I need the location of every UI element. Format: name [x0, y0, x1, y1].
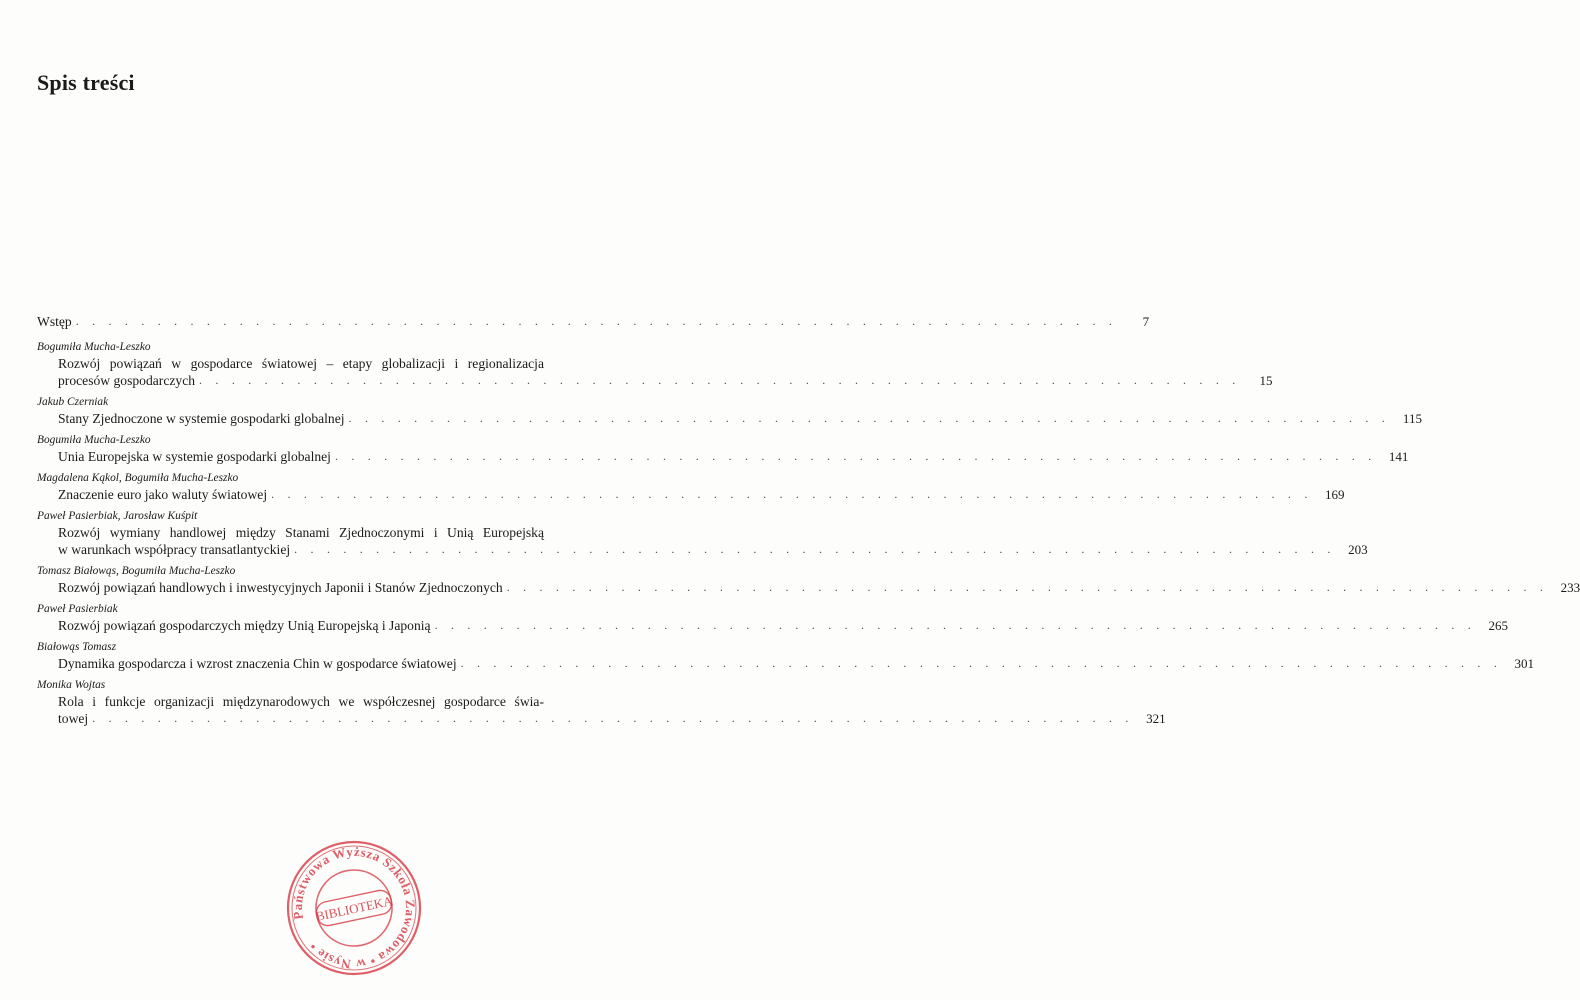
page-number: 301 — [1514, 656, 1535, 671]
entry-author: Monika Wojtas — [37, 679, 106, 691]
entry-author: Bogumiła Mucha-Leszko — [37, 341, 151, 353]
entry-title-line: Znaczenie euro jako waluty światowej — [58, 487, 268, 502]
entry-author: Paweł Pasierbiak — [37, 603, 118, 615]
entry-author: Bogumiła Mucha-Leszko — [37, 434, 151, 446]
entry-title-line: towej — [58, 711, 89, 726]
toc-entry[interactable] — [37, 471, 1345, 503]
page-number: 233 — [1560, 580, 1580, 595]
entry-author: Jakub Czerniak — [37, 396, 109, 408]
entry-title-line: Rozwój powiązań w gospodarce światowej – etapy globalizacji i regionalizacja — [58, 356, 544, 371]
entry-title-line: Stany Zjednoczone w systemie gospodarki globalnej — [58, 411, 345, 426]
toc-entry[interactable] — [37, 640, 1535, 672]
entry-title-line: Rozwój powiązań handlowych i inwestycyjnych Japonii i Stanów Zjednoczonych — [58, 580, 503, 595]
dot-leader: . . . . . . . . . . . . . . . . . . . . . . . . . . . . . . . . . . . . . . . . . . . . . . . . . . . . . . . . . . . . . . . . — [92, 711, 1134, 725]
dot-leader: . . . . . . . . . . . . . . . . . . . . . . . . . . . . . . . . . . . . . . . . . . . . . . . . . . . . . . . . . . . . . . . . — [434, 618, 1476, 632]
entry-title-line: Unia Europejska w systemie gospodarki globalnej — [58, 449, 331, 464]
page-number: 15 — [1259, 373, 1273, 388]
table-of-contents — [37, 313, 1580, 733]
dot-leader: . . . . . . . . . . . . . . . . . . . . . . . . . . . . . . . . . . . . . . . . . . . . . . . . . . . . . . . . . . . . . . . . — [348, 411, 1390, 425]
toc-entry-label: Wstęp — [37, 314, 72, 329]
toc-entry[interactable] — [37, 395, 1422, 427]
toc-entry[interactable] — [37, 678, 1166, 727]
dot-leader: . . . . . . . . . . . . . . . . . . . . . . . . . . . . . . . . . . . . . . . . . . . . . . . . . . . . . . . . . . . . . . . . — [75, 314, 1118, 328]
entry-author: Białowąs Tomasz — [37, 641, 117, 653]
page-number: 321 — [1146, 711, 1166, 726]
dot-leader: . . . . . . . . . . . . . . . . . . . . . . . . . . . . . . . . . . . . . . . . . . . . . . . . . . . . . . . . . . . . . . . . — [334, 449, 1377, 463]
dot-leader: . . . . . . . . . . . . . . . . . . . . . . . . . . . . . . . . . . . . . . . . . . . . . . . . . . . . . . . . . . . . . . . . — [294, 542, 1336, 556]
entry-author: Tomasz Białowąs, Bogumiła Mucha-Leszko — [37, 565, 236, 577]
page-number: 169 — [1325, 487, 1345, 502]
page-number: 7 — [1142, 314, 1150, 329]
dot-leader: . . . . . . . . . . . . . . . . . . . . . . . . . . . . . . . . . . . . . . . . . . . . . . . . . . . . . . . . . . . . . . . . — [199, 373, 1241, 387]
stamp-center-text: BIBLIOTEKA — [314, 893, 394, 924]
entry-title-line: w warunkach współpracy transatlantyckiej — [58, 542, 291, 557]
toc-entry[interactable] — [37, 509, 1368, 558]
entry-title-line: Dynamika gospodarcza i wzrost znaczenia Chin w gospodarce światowej — [58, 656, 457, 671]
toc-entry-intro[interactable] — [37, 313, 1150, 330]
entry-title-line: Rozwój wymiany handlowej między Stanami Zjednoczonymi i Unią Europejską — [58, 525, 544, 540]
page-number: 115 — [1402, 411, 1422, 426]
stamp-ring-text: Państwowa Wyższa Szkoła Zawodowa • w Nysie • — [289, 843, 419, 973]
toc-entry[interactable] — [37, 564, 1580, 596]
dot-leader: . . . . . . . . . . . . . . . . . . . . . . . . . . . . . . . . . . . . . . . . . . . . . . . . . . . . . . . . . . . . . . . . — [271, 487, 1313, 501]
entry-title-line: Rola i funkcje organizacji międzynarodowych we współczesnej gospodarce świa- — [58, 694, 544, 709]
toc-entry[interactable] — [37, 433, 1409, 465]
toc-entry[interactable] — [37, 340, 1273, 389]
page-number: 203 — [1348, 542, 1368, 557]
library-stamp — [284, 838, 424, 978]
toc-entry[interactable] — [37, 602, 1508, 634]
entry-title-line: Rozwój powiązań gospodarczych między Unią Europejską i Japonią — [58, 618, 431, 633]
page-number: 141 — [1388, 449, 1409, 464]
dot-leader: . . . . . . . . . . . . . . . . . . . . . . . . . . . . . . . . . . . . . . . . . . . . . . . . . . . . . . . . . . . . . . . . — [460, 656, 1503, 670]
dot-leader: . . . . . . . . . . . . . . . . . . . . . . . . . . . . . . . . . . . . . . . . . . . . . . . . . . . . . . . . . . . . . . . . — [506, 580, 1549, 594]
entry-title-line: procesów gospodarczych — [58, 373, 196, 388]
entry-author: Magdalena Kąkol, Bogumiła Mucha-Leszko — [37, 472, 239, 484]
page-number: 265 — [1488, 618, 1508, 633]
entry-author: Paweł Pasierbiak, Jarosław Kuśpit — [37, 510, 198, 522]
page-title: Spis treści — [37, 70, 135, 95]
